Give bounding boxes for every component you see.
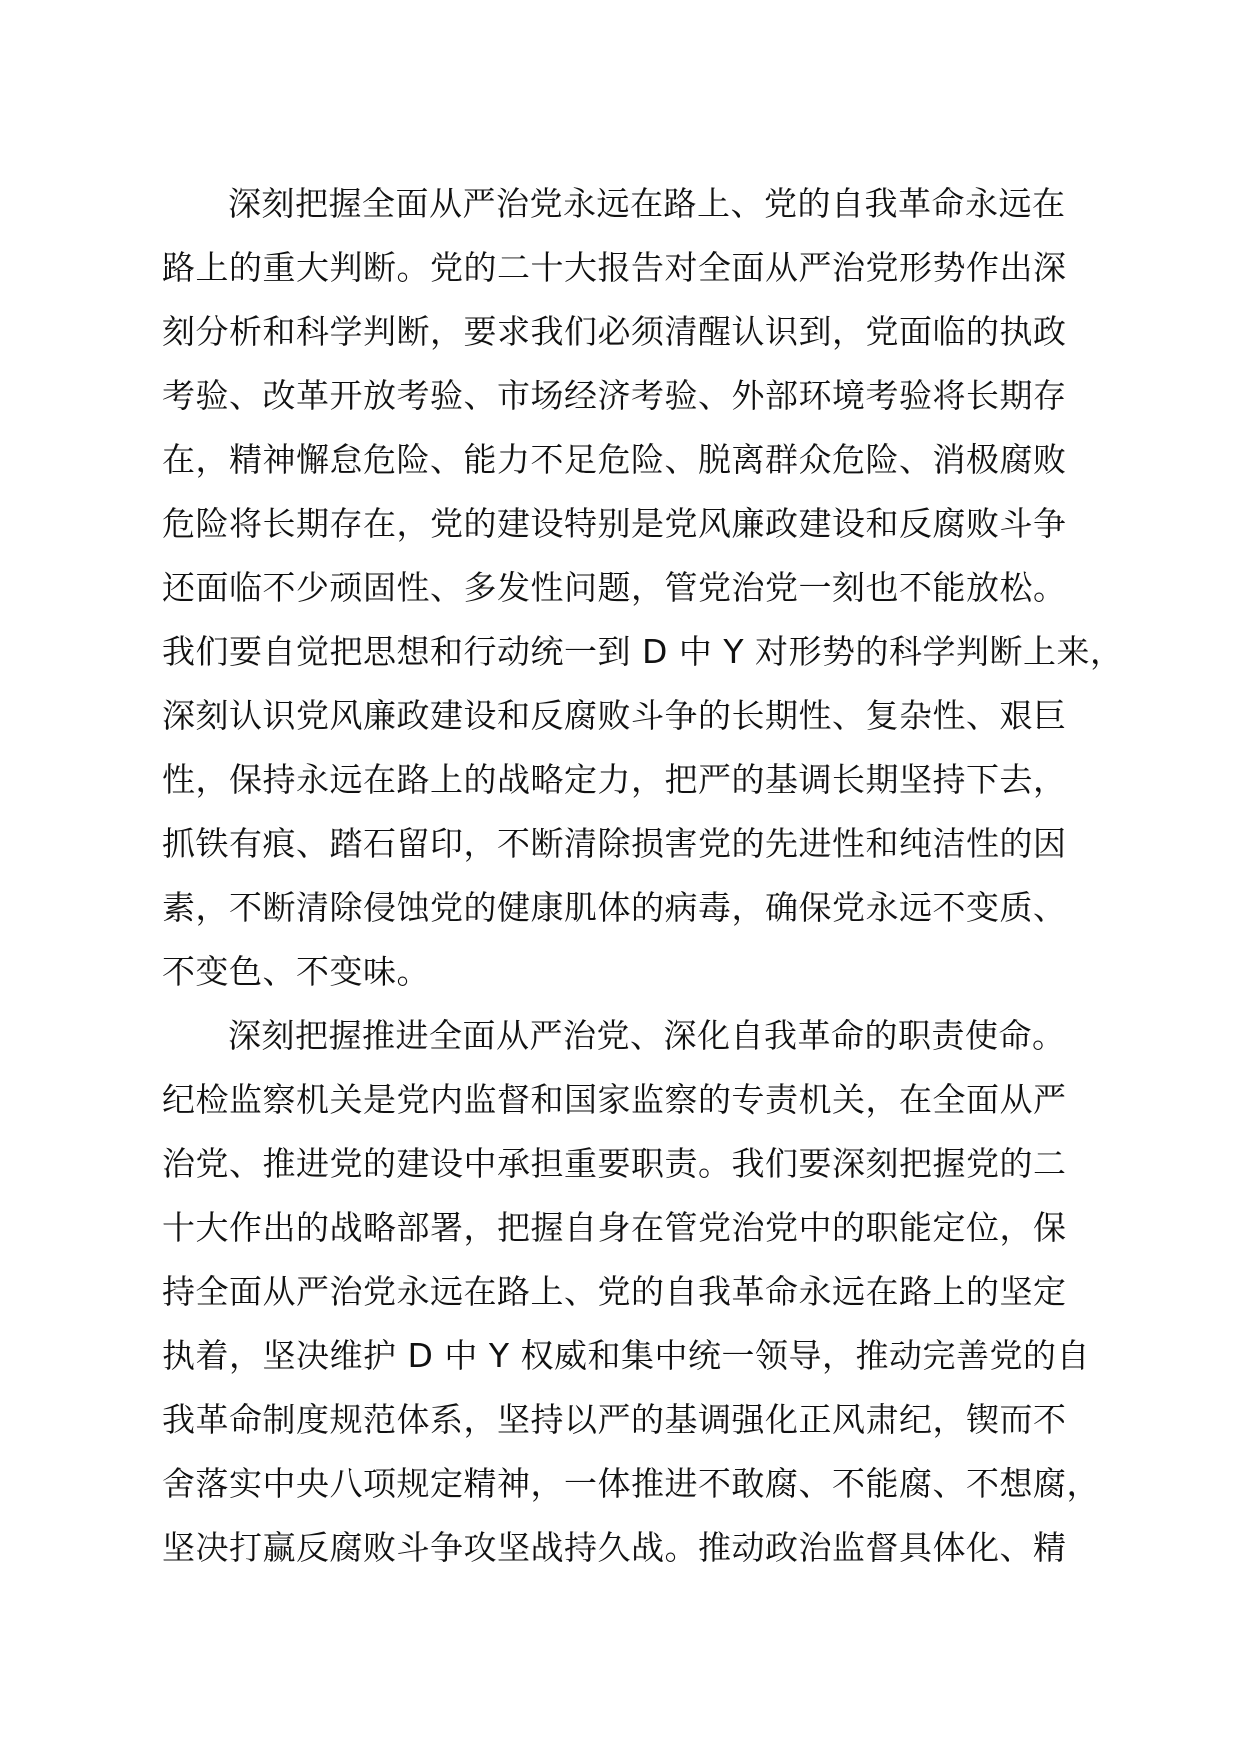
text-line: 我革命制度规范体系，坚持以严的基调强化正风肃纪，锲而不 [162,1400,1067,1439]
text-line: 危险将长期存在，党的建设特别是党风廉政建设和反腐败斗争 [162,504,1067,543]
text-line: 刻分析和科学判断，要求我们必须清醒认识到，党面临的执政 [162,312,1067,351]
text-line: 路上的重大判断。党的二十大报告对全面从严治党形势作出深 [162,248,1067,287]
text-line: 深刻把握全面从严治党永远在路上、党的自我革命永远在 [228,184,1066,223]
text-line: 深刻认识党风廉政建设和反腐败斗争的长期性、复杂性、艰巨 [162,696,1067,735]
text-line: 性，保持永远在路上的战略定力，把严的基调长期坚持下去， [162,760,1067,799]
paragraph-1 [162,172,1122,1004]
text-line: 执着，坚决维护 D 中 Y 权威和集中统一领导，推动完善党的自 [162,1336,1091,1375]
text-line: 坚决打赢反腐败斗争攻坚战持久战。推动政治监督具体化、精 [162,1528,1067,1567]
paragraph-2 [162,1004,1122,1580]
text-line: 深刻把握推进全面从严治党、深化自我革命的职责使命。 [228,1016,1066,1055]
text-line: 纪检监察机关是党内监督和国家监察的专责机关，在全面从严 [162,1080,1067,1119]
text-line: 考验、改革开放考验、市场经济考验、外部环境考验将长期存 [162,376,1067,415]
text-line: 治党、推进党的建设中承担重要职责。我们要深刻把握党的二 [162,1144,1067,1183]
text-line: 还面临不少顽固性、多发性问题，管党治党一刻也不能放松。 [162,568,1067,607]
text-line: 我们要自觉把思想和行动统一到 D 中 Y 对形势的科学判断上来， [162,632,1124,671]
text-line: 舍落实中央八项规定精神，一体推进不敢腐、不能腐、不想腐， [162,1464,1100,1503]
text-line: 不变色、不变味。 [162,952,430,991]
text-line: 素，不断清除侵蚀党的健康肌体的病毒，确保党永远不变质、 [162,888,1067,927]
text-line: 持全面从严治党永远在路上、党的自我革命永远在路上的坚定 [162,1272,1067,1311]
text-line: 抓铁有痕、踏石留印，不断清除损害党的先进性和纯洁性的因 [162,824,1067,863]
text-line: 十大作出的战略部署，把握自身在管党治党中的职能定位，保 [162,1208,1067,1247]
document-body [162,172,1122,1580]
text-line: 在，精神懈怠危险、能力不足危险、脱离群众危险、消极腐败 [162,440,1067,479]
